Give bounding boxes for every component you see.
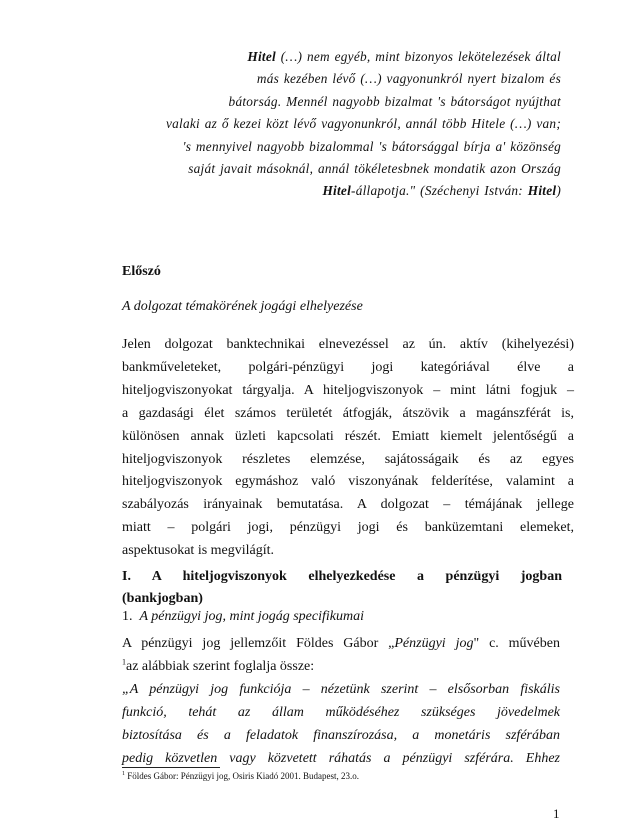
footnote-divider [122, 767, 220, 768]
section-title: A pénzügyi jog, mint jogág specifikumai [139, 609, 364, 624]
quote-line: funkció, tehát az állam működéséhez szükséges jövedelmek [122, 705, 560, 720]
body-text [122, 632, 560, 770]
footnote-text: Földes Gábor: Pénzügyi jog, Osiris Kiadó 2001. Budapest, 23.o. [125, 771, 359, 781]
chapter-heading-line: I. A hiteljogviszonyok elhelyezkedése a pénzügyi jogban [122, 569, 562, 584]
epigraph-quote [101, 46, 561, 203]
footnote-number: 1 [122, 771, 125, 777]
epigraph-text: valaki az ő kezei közt lévő vagyonunkról, annál több Hitele (…) van; [165, 116, 561, 132]
paragraph-line: hiteljogviszonyok egymáshoz való viszonyának felderítése, valamint a [122, 474, 574, 490]
body-text-part: " c. művében [473, 636, 560, 651]
footnote [122, 771, 359, 781]
preface-heading: Előszó [122, 264, 161, 279]
paragraph-line: hiteljogviszonyokat tárgyalja. A hiteljogviszonyok – mint látni fogjuk – [122, 382, 574, 398]
book-title: Pénzügyi jog [394, 636, 474, 651]
paragraph-line: miatt – polgári jogi, pénzügyi jogi és banküzemtani elemeket, [122, 520, 574, 536]
paragraph-line: hiteljogviszonyok részletes elemzése, sajátosságaik és az egyes [122, 451, 574, 467]
paragraph-line: Jelen dolgozat banktechnikai elnevezéssel az ún. aktív (kihelyezési) [122, 337, 574, 352]
epigraph-text: saját javait másoknál, annál tökéletesbnek mondatik azon Ország [188, 161, 561, 177]
paragraph-line: szabályozás irányainak bemutatása. A dolgozat – témájának jellege [122, 497, 574, 513]
block-quote [122, 678, 560, 770]
chapter-heading-line: (bankjogban) [122, 591, 203, 606]
body-text-part: A pénzügyi jog jellemzőit Földes Gábor „ [122, 636, 395, 651]
epigraph-bold-word: Hitel [527, 183, 557, 199]
page-number: 1 [553, 806, 560, 821]
epigraph-line [101, 46, 561, 68]
paragraph-line: aspektusokat is megvilágít. [122, 543, 275, 559]
epigraph-bold-word: Hitel [322, 183, 352, 199]
section-heading [122, 609, 364, 625]
chapter-heading [122, 566, 562, 610]
section-number: 1. [122, 609, 133, 624]
paragraph-line: különösen annak üzleti kapcsolati részét. Emiatt kiemelt jelentőségű a [122, 428, 574, 444]
quote-line: „A pénzügyi jog funkciója – nézetünk szerint – elsősorban fiskális [122, 682, 560, 697]
epigraph-text: ) [556, 183, 561, 199]
epigraph-text: (…) nem egyéb, mint bizonyos lekötelezések által [275, 49, 561, 64]
epigraph-bold-word: Hitel [247, 49, 276, 64]
footnote-reference[interactable]: 1 [122, 657, 126, 667]
quote-line: pedig közvetlen vagy közvetett ráhatás a pénzügyi szférára. Ehhez [122, 751, 560, 766]
epigraph-text: bátorság. Mennél nagyobb bizalmat 's bátorságot nyújthat [228, 93, 561, 109]
preface-subtitle: A dolgozat témakörének jogági elhelyezése [122, 299, 363, 314]
body-line [122, 632, 560, 655]
paragraph-line: a gazdasági élet számos területét átfogják, átszövik a magánszférát is, [122, 405, 574, 421]
body-line [122, 655, 560, 678]
epigraph-text: -állapotja." (Széchenyi István: [351, 183, 528, 199]
epigraph-line [101, 158, 561, 180]
paragraph-line: bankműveleteket, polgári-pénzügyi jogi kategóriával élve a [122, 359, 574, 375]
epigraph-line [101, 68, 561, 90]
epigraph-line [101, 136, 561, 158]
epigraph-line [101, 91, 561, 113]
epigraph-line [101, 113, 561, 135]
epigraph-text: más kezében lévő (…) vagyonunkról nyert bizalom és [256, 71, 561, 87]
body-text-part: az alábbiak szerint foglalja össze: [126, 659, 315, 674]
quote-line: biztosítása és a feladatok finanszírozása, a monetáris szférában [122, 728, 560, 743]
epigraph-text: 's mennyivel nagyobb bizalommal 's bátorsággal bírja a' közönség [182, 138, 561, 154]
epigraph-line [101, 180, 561, 202]
intro-paragraph [122, 334, 574, 563]
